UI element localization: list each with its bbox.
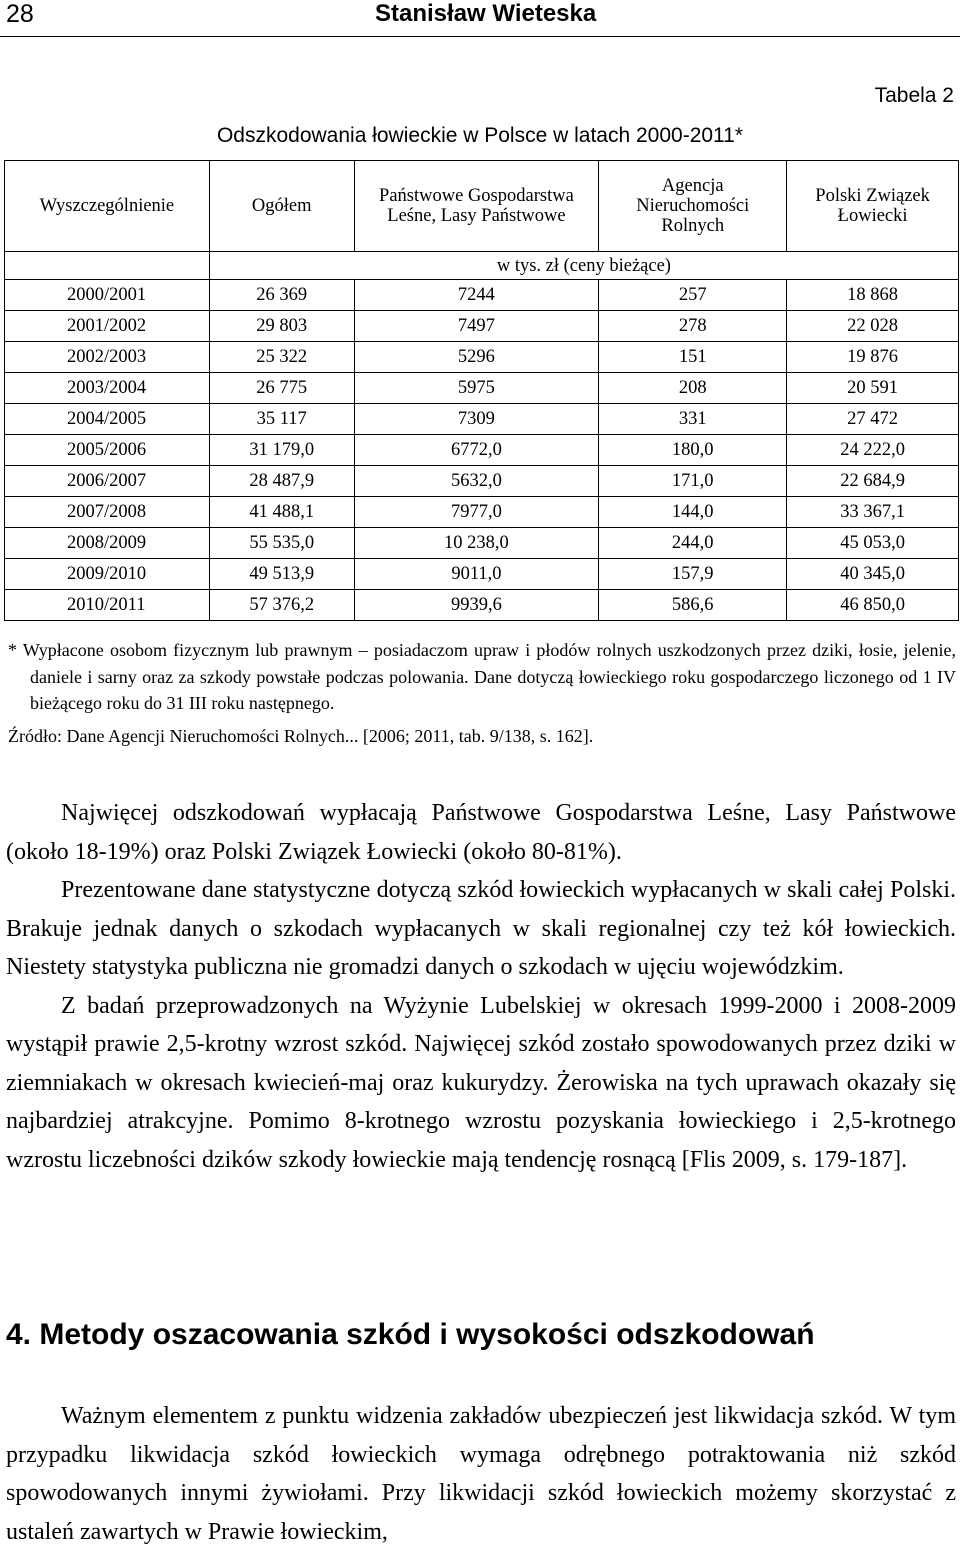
section-body-text (6, 1397, 956, 1551)
value-cell: 40 345,0 (787, 559, 959, 590)
year-cell: 2008/2009 (5, 528, 210, 559)
year-cell: 2001/2002 (5, 311, 210, 342)
table-row (5, 435, 959, 466)
value-cell: 7497 (354, 311, 599, 342)
value-cell: 208 (599, 373, 787, 404)
value-cell: 5975 (354, 373, 599, 404)
col-header-lasy-panstwowe: Państwowe Gospodarstwa Leśne, Lasy Państwowe (354, 161, 599, 252)
value-cell: 19 876 (787, 342, 959, 373)
value-cell: 5632,0 (354, 466, 599, 497)
year-cell: 2003/2004 (5, 373, 210, 404)
col-header-anr: Agencja Nieruchomości Rolnych (599, 161, 787, 252)
value-cell: 26 775 (209, 373, 354, 404)
table-row (5, 311, 959, 342)
value-cell: 180,0 (599, 435, 787, 466)
value-cell: 331 (599, 404, 787, 435)
value-cell: 278 (599, 311, 787, 342)
paragraph: Prezentowane dane statystyczne dotyczą szkód łowieckich wypłacanych w skali całej Polski. Brakuje jednak danych o szkodach wypłacanych w skali regionalnej czy też kół łowieckich. Niestety statystyka publiczna nie gromadzi danych o szkodach w ujęciu wojewódzkim. (6, 877, 956, 980)
value-cell: 144,0 (599, 497, 787, 528)
page-header (0, 0, 960, 37)
value-cell: 22 684,9 (787, 466, 959, 497)
paragraph: Z badań przeprowadzonych na Wyżynie Lubelskiej w okresach 1999-2000 i 2008-2009 wystąpił prawie 2,5-krotny wzrost szkód. Najwięcej szkód zostało spowodowanych przez dziki w ziemniakach w okresach kwiecień-maj oraz kukurydzy. Żerowiska na tych uprawach okazały się najbardziej atrakcyjne. Pomimo 8-krotnego wzrostu pozyskania łowieckiego i 2,5-krotnego wzrostu liczebności dzików szkody łowieckie mają tendencję rosnącą [Flis 2009, s. 179-187]. (6, 992, 956, 1173)
value-cell: 22 028 (787, 311, 959, 342)
value-cell: 46 850,0 (787, 590, 959, 621)
value-cell: 5296 (354, 342, 599, 373)
table-source: Źródło: Dane Agencji Nieruchomości Rolnych... [2006; 2011, tab. 9/138, s. 162]. (8, 725, 594, 746)
value-cell: 7977,0 (354, 497, 599, 528)
value-cell: 26 369 (209, 280, 354, 311)
value-cell: 27 472 (787, 404, 959, 435)
table-unit-row (5, 252, 959, 280)
table-row (5, 280, 959, 311)
value-cell: 49 513,9 (209, 559, 354, 590)
value-cell: 244,0 (599, 528, 787, 559)
section-heading: 4. Metody oszacowania szkód i wysokości odszkodowań (6, 1318, 815, 1351)
value-cell: 28 487,9 (209, 466, 354, 497)
table-label: Tabela 2 (874, 84, 954, 107)
running-title: Stanisław Wieteska (375, 0, 597, 27)
table-footnote: * Wypłacone osobom fizycznym lub prawnym – posiadaczom upraw i płodów rolnych uszkodzonych przez dziki, łosie, jelenie, daniele i sarny oraz za szkody powstałe podczas polowania. Dane dotyczą łowieckiego roku gospodarczego liczonego od 1 IV bieżącego roku do 31 III roku następnego. (8, 640, 956, 713)
table-row (5, 466, 959, 497)
year-cell: 2007/2008 (5, 497, 210, 528)
table-row (5, 373, 959, 404)
value-cell: 9939,6 (354, 590, 599, 621)
table-row (5, 404, 959, 435)
table-row (5, 559, 959, 590)
year-cell: 2009/2010 (5, 559, 210, 590)
value-cell: 6772,0 (354, 435, 599, 466)
value-cell: 29 803 (209, 311, 354, 342)
value-cell: 20 591 (787, 373, 959, 404)
table-row (5, 342, 959, 373)
value-cell: 18 868 (787, 280, 959, 311)
paragraph: Najwięcej odszkodowań wypłacają Państwowe Gospodarstwa Leśne, Lasy Państwowe (około 18-19%) oraz Polski Związek Łowiecki (około 80-81%). (6, 800, 956, 865)
value-cell: 41 488,1 (209, 497, 354, 528)
table-header-row (5, 161, 959, 252)
value-cell: 171,0 (599, 466, 787, 497)
compensation-table (4, 160, 959, 621)
value-cell: 57 376,2 (209, 590, 354, 621)
value-cell: 31 179,0 (209, 435, 354, 466)
year-cell: 2010/2011 (5, 590, 210, 621)
paragraph: Ważnym elementem z punktu widzenia zakładów ubezpieczeń jest likwidacja szkód. W tym przypadku likwidacja szkód łowieckich wymaga odrębnego potraktowania niż szkód spowodowanych innymi żywiołami. Przy likwidacji szkód łowieckich możemy skorzystać z ustaleń zawartych w Prawie łowieckim, (6, 1403, 956, 1545)
value-cell: 55 535,0 (209, 528, 354, 559)
col-header-pzl: Polski Związek Łowiecki (787, 161, 959, 252)
year-cell: 2006/2007 (5, 466, 210, 497)
unit-label: w tys. zł (ceny bieżące) (209, 252, 958, 280)
year-cell: 2002/2003 (5, 342, 210, 373)
table-row (5, 497, 959, 528)
value-cell: 25 322 (209, 342, 354, 373)
col-header-ogolem: Ogółem (209, 161, 354, 252)
value-cell: 45 053,0 (787, 528, 959, 559)
year-cell: 2000/2001 (5, 280, 210, 311)
page-number: 28 (6, 0, 34, 28)
value-cell: 257 (599, 280, 787, 311)
table-row (5, 528, 959, 559)
year-cell: 2005/2006 (5, 435, 210, 466)
body-text (6, 794, 956, 1179)
col-header-wyszczegolnienie: Wyszczególnienie (5, 161, 210, 252)
year-cell: 2004/2005 (5, 404, 210, 435)
table-row (5, 590, 959, 621)
value-cell: 35 117 (209, 404, 354, 435)
value-cell: 24 222,0 (787, 435, 959, 466)
value-cell: 10 238,0 (354, 528, 599, 559)
value-cell: 7244 (354, 280, 599, 311)
value-cell: 151 (599, 342, 787, 373)
value-cell: 7309 (354, 404, 599, 435)
value-cell: 586,6 (599, 590, 787, 621)
value-cell: 9011,0 (354, 559, 599, 590)
table-caption: Odszkodowania łowieckie w Polsce w latach 2000-2011* (216, 124, 744, 147)
value-cell: 157,9 (599, 559, 787, 590)
value-cell: 33 367,1 (787, 497, 959, 528)
table-notes (8, 637, 956, 749)
table-body (5, 280, 959, 621)
